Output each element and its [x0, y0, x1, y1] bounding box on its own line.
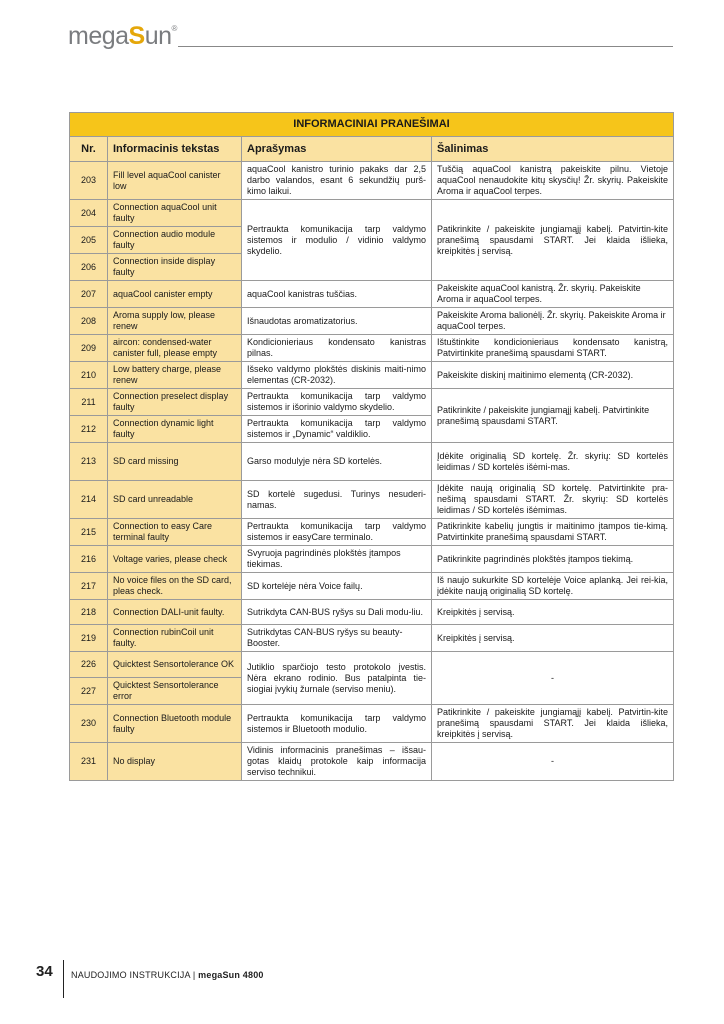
footer-product: megaSun 4800 [198, 970, 264, 980]
row-text: Voltage varies, please check [108, 546, 242, 573]
row-desc: aquaCool kanistro turinio pakaks dar 2,5 darbo valandos, esant 6 sekundžių purš-kimo laikui. [242, 162, 432, 200]
footer-manual: NAUDOJIMO INSTRUKCIJA [71, 970, 191, 980]
row-nr: 210 [70, 362, 108, 389]
row-desc: Išseko valdymo plokštės diskinis maiti-nimo elementas (CR-2032). [242, 362, 432, 389]
header-nr: Nr. [70, 137, 108, 162]
row-desc: Pertraukta komunikacija tarp valdymo sistemos ir „Dynamic“ valdiklio. [242, 416, 432, 443]
table-title: INFORMACINIAI PRANEŠIMAI [70, 113, 674, 137]
row-nr: 206 [70, 254, 108, 281]
row-text: No display [108, 743, 242, 781]
row-desc: Pertraukta komunikacija tarp valdymo sistemos ir išorinio valdymo skydelio. [242, 389, 432, 416]
row-text: Connection aquaCool unit faulty [108, 200, 242, 227]
table-row [70, 519, 674, 546]
row-desc: Kondicionieriaus kondensato kanistras pilnas. [242, 335, 432, 362]
row-text: SD card missing [108, 443, 242, 481]
footer-sep: | [192, 970, 196, 980]
row-nr: 216 [70, 546, 108, 573]
row-fix: Patikrinkite / pakeiskite jungiamąjį kabelį. Patvirtinkite pranešimą spausdami START. [432, 389, 674, 443]
row-text: aquaCool canister empty [108, 281, 242, 308]
row-fix: Patikrinkite / pakeiskite jungiamąjį kabelį. Patvirtin-kite pranešimą spausdami START. Jei klaida išlieka, kreipkitės į servisą. [432, 200, 674, 281]
row-fix: Patikrinkite / pakeiskite jungiamąjį kabelį. Patvirtin-kite pranešimą spausdami START. Jei klaida išlieka, kreipkitės į servisą. [432, 705, 674, 743]
row-fix: Kreipkitės į servisą. [432, 600, 674, 625]
row-fix: Pakeiskite diskinį maitinimo elementą (CR-2032). [432, 362, 674, 389]
row-nr: 217 [70, 573, 108, 600]
row-desc: Svyruoja pagrindinės plokštės įtampos tiekimas. [242, 546, 432, 573]
header-text: Informacinis tekstas [108, 137, 242, 162]
row-text: Connection audio module faulty [108, 227, 242, 254]
table-row [70, 389, 674, 416]
row-desc: SD kortelė sugedusi. Turinys nesuderi-namas. [242, 481, 432, 519]
row-fix: Kreipkitės į servisą. [432, 625, 674, 652]
row-nr: 205 [70, 227, 108, 254]
row-text: SD card unreadable [108, 481, 242, 519]
row-text: Low battery charge, please renew [108, 362, 242, 389]
table-row [70, 443, 674, 481]
header-fix: Šalinimas [432, 137, 674, 162]
table-row [70, 600, 674, 625]
row-nr: 231 [70, 743, 108, 781]
row-nr: 230 [70, 705, 108, 743]
row-nr: 203 [70, 162, 108, 200]
row-fix: Pakeiskite aquaCool kanistrą. Žr. skyrių. Pakeiskite Aroma ir aquaCool terpes. [432, 281, 674, 308]
row-text: Connection dynamic light faulty [108, 416, 242, 443]
row-nr: 209 [70, 335, 108, 362]
row-desc: aquaCool kanistras tuščias. [242, 281, 432, 308]
row-nr: 226 [70, 652, 108, 678]
row-fix: Patikrinkite pagrindinės plokštės įtampos tiekimą. [432, 546, 674, 573]
row-desc: Garso modulyje nėra SD kortelės. [242, 443, 432, 481]
table-row [70, 362, 674, 389]
table-header-row [70, 137, 674, 162]
table-row [70, 162, 674, 200]
table-row [70, 308, 674, 335]
row-nr: 215 [70, 519, 108, 546]
table-row [70, 281, 674, 308]
table-title-row [70, 113, 674, 137]
row-nr: 219 [70, 625, 108, 652]
row-desc: Sutrikdytas CAN-BUS ryšys su beauty-Booster. [242, 625, 432, 652]
row-nr: 218 [70, 600, 108, 625]
brand-logo: megaSun® [68, 22, 177, 50]
row-text: Aroma supply low, please renew [108, 308, 242, 335]
row-text: No voice files on the SD card, pleas check. [108, 573, 242, 600]
row-fix: Įdėkite naują originalią SD kortelę. Patvirtinkite pra-nešimą spausdami START. Žr. skyrių: SD kortelės leidimas / SD kortelės išėmimas. [432, 481, 674, 519]
footer-divider [63, 960, 64, 998]
table-row [70, 481, 674, 519]
row-fix: - [432, 652, 674, 705]
table-row [70, 546, 674, 573]
row-nr: 213 [70, 443, 108, 481]
row-text: Quicktest Sensortolerance error [108, 678, 242, 705]
row-fix: Pakeiskite Aroma balionėlį. Žr. skyrių. Pakeiskite Aroma ir aquaCool terpes. [432, 308, 674, 335]
row-fix: - [432, 743, 674, 781]
row-text: Connection DALI-unit faulty. [108, 600, 242, 625]
row-desc: Jutiklio sparčiojo testo protokolo įvestis. Nėra ekrano rodinio. Bus patalpinta tie-siogiai įvykių žurnale (serviso meniu). [242, 652, 432, 705]
row-text: Connection inside display faulty [108, 254, 242, 281]
page-number: 34 [36, 963, 53, 980]
table-row [70, 200, 674, 227]
row-nr: 212 [70, 416, 108, 443]
row-nr: 214 [70, 481, 108, 519]
row-text: Connection Bluetooth module faulty [108, 705, 242, 743]
table-row [70, 573, 674, 600]
row-fix: Iš naujo sukurkite SD kortelėje Voice aplanką. Jei rei-kia, įdėkite naują originalią SD kortelę. [432, 573, 674, 600]
row-text: Connection to easy Care terminal faulty [108, 519, 242, 546]
row-desc: SD kortelėje nėra Voice failų. [242, 573, 432, 600]
row-text: aircon: condensed-water canister full, please empty [108, 335, 242, 362]
footer-text [71, 970, 264, 980]
table-row [70, 743, 674, 781]
row-nr: 211 [70, 389, 108, 416]
header-divider [178, 46, 673, 47]
row-desc: Pertraukta komunikacija tarp valdymo sistemos ir modulio / vidinio valdymo skydelio. [242, 200, 432, 281]
row-text: Connection preselect display faulty [108, 389, 242, 416]
table-row [70, 652, 674, 678]
row-text: Quicktest Sensortolerance OK [108, 652, 242, 678]
row-desc: Sutrikdyta CAN-BUS ryšys su Dali modu-liu. [242, 600, 432, 625]
row-fix: Tuščią aquaCool kanistrą pakeiskite pilnu. Vietoje aquaCool nenaudokite kitų skysčių! Žr. skyrių. Pakeiskite Aroma ir aquaCool terpes. [432, 162, 674, 200]
row-fix: Įdėkite originalią SD kortelę. Žr. skyrių: SD kortelės leidimas / SD kortelės išėmi-mas. [432, 443, 674, 481]
header-desc: Aprašymas [242, 137, 432, 162]
row-desc: Pertraukta komunikacija tarp valdymo sistemos ir Bluetooth modulio. [242, 705, 432, 743]
table-row [70, 625, 674, 652]
row-nr: 227 [70, 678, 108, 705]
row-desc: Išnaudotas aromatizatorius. [242, 308, 432, 335]
row-desc: Pertraukta komunikacija tarp valdymo sistemos ir easyCare terminalo. [242, 519, 432, 546]
row-fix: Ištuštinkite kondicionieriaus kondensato kanistrą, Patvirtinkite pranešimą spausdami START. [432, 335, 674, 362]
row-nr: 204 [70, 200, 108, 227]
table-row [70, 335, 674, 362]
row-desc: Vidinis informacinis pranešimas – išsau-gotas klaidų protokole kaip informacija serviso technikui. [242, 743, 432, 781]
row-text: Fill level aquaCool canister low [108, 162, 242, 200]
row-nr: 207 [70, 281, 108, 308]
row-text: Connection rubinCoil unit faulty. [108, 625, 242, 652]
table-row [70, 705, 674, 743]
info-messages-table [69, 112, 674, 781]
row-nr: 208 [70, 308, 108, 335]
row-fix: Patikrinkite kabelių jungtis ir maitinimo įtampos tie-kimą. Patvirtinkite pranešimą spausdami START. [432, 519, 674, 546]
